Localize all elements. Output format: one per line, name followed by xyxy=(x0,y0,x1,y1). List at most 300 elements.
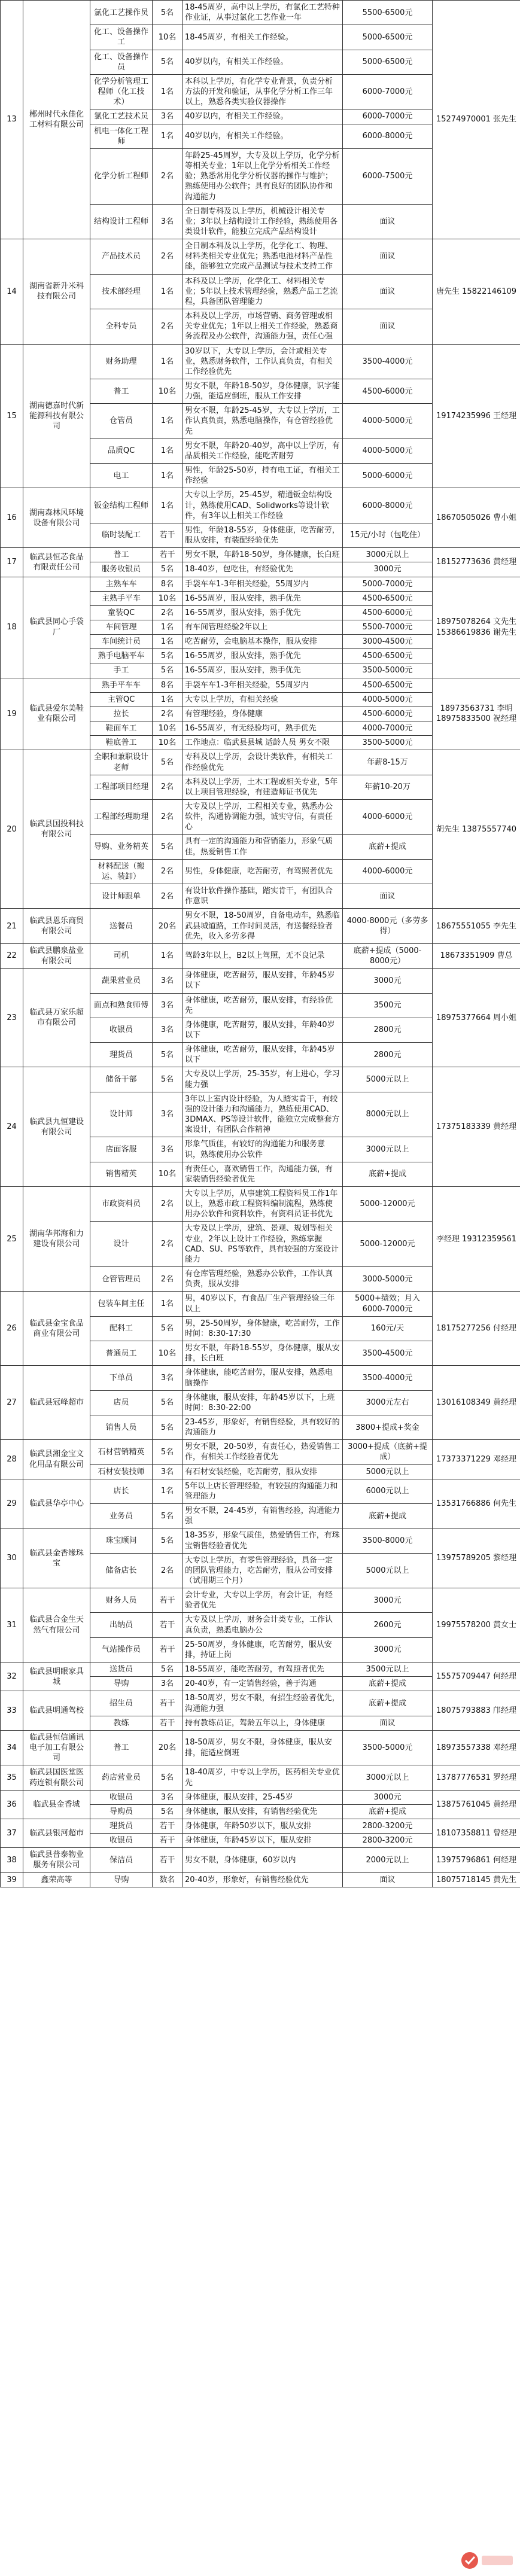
hire-count: 1名 xyxy=(153,124,183,148)
salary: 2800元 xyxy=(343,1018,433,1042)
table-row xyxy=(1,1187,520,1222)
contact-info: 18675551055 李先生 xyxy=(433,909,520,943)
hire-count: 8名 xyxy=(153,577,183,591)
job-position: 化工、设备操作员 xyxy=(90,50,153,74)
job-position: 化工、设备操作工 xyxy=(90,25,153,50)
hire-count: 5名 xyxy=(153,1504,183,1528)
job-requirement: 身体健康，年龄50岁以下，服从安排 xyxy=(183,1819,343,1833)
salary: 面议 xyxy=(343,274,433,309)
hire-count: 2名 xyxy=(153,1187,183,1222)
hire-count: 1名 xyxy=(153,439,183,463)
job-position: 配料工 xyxy=(90,1316,153,1341)
company-name: 临武县恒信通讯电子加工有限公司 xyxy=(23,1730,90,1765)
job-requirement: 身体健康，吃苦耐劳，服从安排，年龄40岁以下 xyxy=(183,1018,343,1042)
job-position: 导购 xyxy=(90,1677,153,1691)
table-row xyxy=(1,1790,520,1804)
row-number: 22 xyxy=(1,943,23,968)
job-position: 熟手平车车 xyxy=(90,678,153,692)
job-position: 工程部项目经理 xyxy=(90,775,153,799)
job-requirement: 有责任心，喜欢销售工作，沟通能力强，有家装销售经验者优先 xyxy=(183,1162,343,1186)
salary: 5000-12000元 xyxy=(343,1187,433,1222)
job-requirement: 有设计软件操作基础，踏实肯干，有团队合作意识 xyxy=(183,884,343,909)
contact-info: 13875761045 黄经理 xyxy=(433,1790,520,1819)
table-row xyxy=(1,1440,520,1464)
job-position: 仓管员 xyxy=(90,404,153,439)
job-requirement: 16-55周岁，服从安排，熟手优先 xyxy=(183,649,343,663)
job-position: 下单员 xyxy=(90,1366,153,1390)
job-position: 品质QC xyxy=(90,439,153,463)
job-position: 蔬果营业员 xyxy=(90,969,153,993)
contact-info: 13975796861 何经理 xyxy=(433,1848,520,1872)
job-position: 收银员 xyxy=(90,1018,153,1042)
company-name: 湖南德嘉时代新能源科技有限公司 xyxy=(23,344,90,488)
contact-info: 13975789205 黎经理 xyxy=(433,1528,520,1588)
hire-count: 10名 xyxy=(153,591,183,605)
job-requirement: 18-50周岁，男女不限，有招生经验者优先，沟通能力强 xyxy=(183,1691,343,1716)
row-number: 30 xyxy=(1,1528,23,1588)
row-number: 14 xyxy=(1,239,23,344)
job-requirement: 18-45周岁，有相关工作经验。 xyxy=(183,25,343,50)
job-position: 财务助理 xyxy=(90,344,153,379)
table-row xyxy=(1,344,520,379)
hire-count: 1名 xyxy=(153,344,183,379)
hire-count: 1名 xyxy=(153,464,183,488)
job-requirement: 有管理经验，身体健康 xyxy=(183,707,343,721)
salary: 3000+提成（底薪+提成） xyxy=(343,1440,433,1464)
salary: 2800-3200元 xyxy=(343,1834,433,1848)
company-name: 临武县国医堂医药连锁有限公司 xyxy=(23,1765,90,1790)
job-requirement: 男女不限，年龄25-45岁，大专以上学历，工作认真负责，熟悉电脑操作，有仓管经验优先 xyxy=(183,404,343,439)
hire-count: 5名 xyxy=(153,1415,183,1439)
table-row xyxy=(1,1730,520,1765)
watermark-logo xyxy=(459,2548,516,2572)
company-name: 临武县国投科技有限公司 xyxy=(23,750,90,909)
row-number: 28 xyxy=(1,1440,23,1479)
contact-info: 18975078264 文先生 15386619836 谢先生 xyxy=(433,577,520,678)
salary: 4000-7000元 xyxy=(343,721,433,736)
job-requirement: 身体健康，吃苦耐劳，服从安排，年龄45岁以下 xyxy=(183,969,343,993)
job-position: 导购员 xyxy=(90,1804,153,1819)
salary: 4500-6000元 xyxy=(343,605,433,620)
salary: 3000元 xyxy=(343,969,433,993)
salary: 3000元以上 xyxy=(343,1765,433,1790)
company-name: 临武县华亭中心 xyxy=(23,1479,90,1528)
row-number: 24 xyxy=(1,1067,23,1187)
job-requirement: 18-35岁，形象气质佳，热爱销售工作，有珠宝销售经验者优先 xyxy=(183,1528,343,1553)
company-name: 临武县恒芯食品有限责任公司 xyxy=(23,548,90,577)
contact-info: 李经理 19312359561 xyxy=(433,1187,520,1292)
company-name: 临武县合金生天然气有限公司 xyxy=(23,1588,90,1662)
job-requirement: 大专及以上学历，25-35岁，有上进心，学习能力强 xyxy=(183,1067,343,1092)
hire-count: 20名 xyxy=(153,909,183,943)
job-position: 出纳员 xyxy=(90,1613,153,1637)
salary: 底薪+提成 xyxy=(343,1162,433,1186)
salary: 2800元 xyxy=(343,1043,433,1067)
row-number: 19 xyxy=(1,678,23,750)
contact-info: 18673351909 曹总 xyxy=(433,943,520,968)
contact-info: 18670505026 曹小姐 xyxy=(433,488,520,548)
hire-count: 3名 xyxy=(153,1366,183,1390)
salary: 8000元以上 xyxy=(343,1092,433,1137)
hire-count: 3名 xyxy=(153,1677,183,1691)
hire-count: 5名 xyxy=(153,1804,183,1819)
job-requirement: 全日制专科及以上学历，机械设计相关专业；3年以上结构设计工作经验，熟练使用各类设计软件，能独立完成产品结构设计 xyxy=(183,204,343,239)
job-requirement: 16-55周岁，服从安排，熟手优先 xyxy=(183,591,343,605)
job-position: 石材营销精英 xyxy=(90,1440,153,1464)
row-number: 27 xyxy=(1,1366,23,1440)
job-requirement: 专科及以上学历，会设计类软件，有相关工作经验优先 xyxy=(183,750,343,775)
job-requirement: 25-50周岁，身体健康，吃苦耐劳，服从安排，持证上岗 xyxy=(183,1637,343,1662)
hire-count: 2名 xyxy=(153,148,183,204)
contact-info: 19975578200 黄女士 xyxy=(433,1588,520,1662)
salary: 4000-8000元（多劳多得） xyxy=(343,909,433,943)
salary: 6000-8000元 xyxy=(343,488,433,523)
salary: 6000元以上 xyxy=(343,1479,433,1503)
hire-count: 8名 xyxy=(153,678,183,692)
job-requirement: 本科及以上学历，化学化工、材料相关专业；5年以上技术管理经验，熟悉产品工艺流程，具备团队管理能力 xyxy=(183,274,343,309)
job-requirement: 身体健康，年龄45岁以下，服从安排 xyxy=(183,1834,343,1848)
job-requirement: 40岁以内，有相关工作经验。 xyxy=(183,109,343,124)
salary: 5000-6000元 xyxy=(343,464,433,488)
row-number: 35 xyxy=(1,1765,23,1790)
salary: 2600元 xyxy=(343,1613,433,1637)
salary: 3500元以上 xyxy=(343,1662,433,1677)
salary: 4000-5000元 xyxy=(343,692,433,707)
job-requirement: 大专以上学历，25-45岁，精通钣金结构设计，熟练使用CAD、Solidworks等设计软件，有3年以上相关工作经验 xyxy=(183,488,343,523)
job-requirement: 驾龄3年以上，B2以上驾照，无不良记录 xyxy=(183,943,343,968)
salary: 5000元以上 xyxy=(343,1067,433,1092)
job-position: 送餐员 xyxy=(90,909,153,943)
job-position: 市政资料员 xyxy=(90,1187,153,1222)
job-position: 拉长 xyxy=(90,707,153,721)
hire-count: 5名 xyxy=(153,50,183,74)
job-requirement: 全日制本科及以上学历，化学化工、物理、材料类相关专业优先；熟悉电池材料产品性能，能够独立完成产品测试与技术支持工作 xyxy=(183,239,343,274)
contact-info: 15274970001 张先生 xyxy=(433,1,520,239)
row-number: 18 xyxy=(1,577,23,678)
hire-count: 5名 xyxy=(153,663,183,678)
salary: 5500-6500元 xyxy=(343,1,433,25)
row-number: 38 xyxy=(1,1848,23,1872)
job-requirement: 身体健康，吃苦耐劳，服从安排，有经验优先 xyxy=(183,993,343,1018)
hire-count: 2名 xyxy=(153,605,183,620)
company-name: 湖南华邦海和力建设有限公司 xyxy=(23,1187,90,1292)
hire-count: 5名 xyxy=(153,1067,183,1092)
salary: 3500-4500元 xyxy=(343,1341,433,1366)
salary: 160元/天 xyxy=(343,1316,433,1341)
job-position: 储备店长 xyxy=(90,1553,153,1588)
row-number: 29 xyxy=(1,1479,23,1528)
salary: 3000-5000元 xyxy=(343,1267,433,1292)
company-name: 临武县明眼家具城 xyxy=(23,1662,90,1691)
job-position: 工程部经理助理 xyxy=(90,800,153,835)
job-position: 财务人员 xyxy=(90,1588,153,1613)
job-requirement: 男女不限，年龄18-55岁，身体健康，服从安排，长白班 xyxy=(183,1341,343,1366)
job-position: 普工 xyxy=(90,548,153,562)
hire-count: 若干 xyxy=(153,1637,183,1662)
job-requirement: 男女不限，18-50周岁，自备电动车，熟悉临武县城道路，工作时间灵活，有送餐经验者优先，收入多劳多得 xyxy=(183,909,343,943)
job-position: 销售人员 xyxy=(90,1415,153,1439)
job-requirement: 有仓库管理经验，熟悉办公软件，工作认真负责，服从安排 xyxy=(183,1267,343,1292)
job-position: 技术部经理 xyxy=(90,274,153,309)
job-requirement: 5年以上店长管理经验，有较强的沟通能力和管理能力 xyxy=(183,1479,343,1503)
job-position: 车间管理 xyxy=(90,620,153,634)
row-number: 17 xyxy=(1,548,23,577)
job-position: 店长 xyxy=(90,1479,153,1503)
hire-count: 3名 xyxy=(153,993,183,1018)
salary: 15元/小时（包吃住） xyxy=(343,523,433,547)
salary: 5500-7000元 xyxy=(343,620,433,634)
job-requirement: 具有一定的沟通能力和营销能力，形象气质佳，热爱销售工作 xyxy=(183,835,343,859)
job-requirement: 18-50周岁，男女不限，身体健康，服从安排，能适应倒班 xyxy=(183,1730,343,1765)
table-row xyxy=(1,1662,520,1677)
salary: 底薪+提成 xyxy=(343,1504,433,1528)
job-position: 结构设计工程师 xyxy=(90,204,153,239)
row-number: 26 xyxy=(1,1292,23,1366)
job-position: 招生员 xyxy=(90,1691,153,1716)
table-row xyxy=(1,1588,520,1613)
job-requirement: 本科及以上学历，土木工程或相关专业，5年以上项目管理经验，有建造师证书优先 xyxy=(183,775,343,799)
salary: 3800+提成+奖金 xyxy=(343,1415,433,1439)
salary: 2800-3200元 xyxy=(343,1819,433,1833)
company-name: 临武县同心手袋厂 xyxy=(23,577,90,678)
job-requirement: 手袋车车1-3年相关经验，55周岁内 xyxy=(183,577,343,591)
hire-count: 10名 xyxy=(153,736,183,750)
job-requirement: 男女不限，24-45岁，有销售经验，沟通能力强 xyxy=(183,1504,343,1528)
hire-count: 2名 xyxy=(153,1553,183,1588)
job-requirement: 男女不限，年龄18-50岁，身体健康，长白班 xyxy=(183,548,343,562)
job-position: 销售精英 xyxy=(90,1162,153,1186)
contact-info: 17375183339 黄经理 xyxy=(433,1067,520,1187)
table-row xyxy=(1,1366,520,1390)
salary: 3500-5000元 xyxy=(343,663,433,678)
job-position: 设计师 xyxy=(90,1092,153,1137)
hire-count: 5名 xyxy=(153,1440,183,1464)
row-number: 34 xyxy=(1,1730,23,1765)
row-number: 15 xyxy=(1,344,23,488)
salary: 3500-5000元 xyxy=(343,736,433,750)
salary: 3500-5000元 xyxy=(343,1730,433,1765)
table-row xyxy=(1,1848,520,1872)
table-row xyxy=(1,577,520,591)
row-number: 25 xyxy=(1,1187,23,1292)
hire-count: 5名 xyxy=(153,1,183,25)
salary: 5000-12000元 xyxy=(343,1222,433,1267)
job-position: 全科专员 xyxy=(90,309,153,344)
hire-count: 3名 xyxy=(153,1018,183,1042)
job-position: 药店营业员 xyxy=(90,1765,153,1790)
job-requirement: 形象气质佳，有较好的沟通能力和服务意识，熟练使用办公软件 xyxy=(183,1137,343,1162)
hire-count: 2名 xyxy=(153,239,183,274)
contact-info: 18075718145 黄先生 xyxy=(433,1872,520,1887)
contact-info: 18975377664 周小姐 xyxy=(433,969,520,1067)
job-requirement: 男性，身体健康，吃苦耐劳，有驾照者优先 xyxy=(183,859,343,884)
hire-count: 10名 xyxy=(153,379,183,404)
contact-info: 胡先生 13875557740 xyxy=(433,750,520,909)
hire-count: 1名 xyxy=(153,488,183,523)
company-name: 临武县万家乐超市有限公司 xyxy=(23,969,90,1067)
hire-count: 3名 xyxy=(153,1092,183,1137)
company-name: 临武县鹏泉盐业有限公司 xyxy=(23,943,90,968)
job-position: 主熟车车 xyxy=(90,577,153,591)
table-row xyxy=(1,1292,520,1316)
job-requirement: 男女不限，20-50岁，有责任心，热爱销售工作，有相关工作经验者优先 xyxy=(183,1440,343,1464)
job-requirement: 16-55周岁，有无经验均可，熟手优先 xyxy=(183,721,343,736)
job-position: 业务员 xyxy=(90,1504,153,1528)
table-row xyxy=(1,488,520,523)
hire-count: 若干 xyxy=(153,523,183,547)
hire-count: 3名 xyxy=(153,969,183,993)
job-requirement: 20-40岁，形象好，有销售经验优先 xyxy=(183,1872,343,1887)
hire-count: 3名 xyxy=(153,204,183,239)
hire-count: 1名 xyxy=(153,943,183,968)
job-requirement: 男女不限，年龄20-40岁，高中以上学历，有品质相关工作经验，能吃苦耐劳 xyxy=(183,439,343,463)
table-row xyxy=(1,1872,520,1887)
job-position: 设计 xyxy=(90,1222,153,1267)
salary: 面议 xyxy=(343,1716,433,1730)
salary: 4500-6500元 xyxy=(343,649,433,663)
contact-info: 19174235996 王经理 xyxy=(433,344,520,488)
company-name: 临武县恩乐商贸有限公司 xyxy=(23,909,90,943)
job-position: 珠宝顾问 xyxy=(90,1528,153,1553)
hire-count: 10名 xyxy=(153,1162,183,1186)
hire-count: 2名 xyxy=(153,309,183,344)
job-requirement: 手袋车车1-3年相关经验，55周岁内 xyxy=(183,678,343,692)
table-row xyxy=(1,909,520,943)
job-position: 机电一体化工程师 xyxy=(90,124,153,148)
contact-info: 13016108349 黄经理 xyxy=(433,1366,520,1440)
salary: 4500-6500元 xyxy=(343,678,433,692)
job-position: 化学分析管理工程师（化工技术） xyxy=(90,74,153,109)
job-position: 店面客服 xyxy=(90,1137,153,1162)
salary: 3500元 xyxy=(343,993,433,1018)
job-requirement: 3年以上室内设计经验，为人踏实肯干，有较强的设计能力和沟通能力，熟练使用CAD、3DMAX、PS等设计软件，能独立完成整套方案设计，有团队合作精神 xyxy=(183,1092,343,1137)
company-name: 郴州时代永佳化工材料有限公司 xyxy=(23,1,90,239)
hire-count: 2名 xyxy=(153,884,183,909)
table-row xyxy=(1,1765,520,1790)
row-number: 16 xyxy=(1,488,23,548)
hire-count: 5名 xyxy=(153,1316,183,1341)
hire-count: 5名 xyxy=(153,1765,183,1790)
job-position: 主管QC xyxy=(90,692,153,707)
salary: 6000-7000元 xyxy=(343,109,433,124)
salary: 底薪+提成 xyxy=(343,1691,433,1716)
salary: 3000元 xyxy=(343,1637,433,1662)
job-position: 钣金结构工程师 xyxy=(90,488,153,523)
job-table-body xyxy=(1,1,520,1887)
table-row xyxy=(1,943,520,968)
salary: 3000元以上 xyxy=(343,548,433,562)
hire-count: 2名 xyxy=(153,707,183,721)
salary: 5000-6500元 xyxy=(343,25,433,50)
hire-count: 2名 xyxy=(153,1222,183,1267)
contact-info: 17373371229 邓经理 xyxy=(433,1440,520,1479)
job-position: 导购 xyxy=(90,1872,153,1887)
salary: 3500-8000元 xyxy=(343,1528,433,1553)
job-requirement: 18-45周岁，高中以上学历，有氯化工艺特种作业证，从事过氯化工艺作业一年 xyxy=(183,1,343,25)
job-position: 服务收银员 xyxy=(90,562,153,577)
salary: 4000-5000元 xyxy=(343,404,433,439)
table-row xyxy=(1,1819,520,1833)
job-position: 临时装配工 xyxy=(90,523,153,547)
job-requirement: 18-40周岁，中专以上学历，医药相关专业优先 xyxy=(183,1765,343,1790)
salary: 底薪+提成 xyxy=(343,1804,433,1819)
salary: 4000-6000元 xyxy=(343,800,433,835)
salary: 5000-6500元 xyxy=(343,50,433,74)
job-position: 教练 xyxy=(90,1716,153,1730)
contact-info: 18973563731 李明 18975833500 祝经理 xyxy=(433,678,520,750)
salary: 底薪+提成 xyxy=(343,835,433,859)
job-requirement: 男女不限，年龄18-50岁，身体健康，识字能力强，能适应倒班，服从工作安排 xyxy=(183,379,343,404)
hire-count: 1名 xyxy=(153,274,183,309)
salary: 4500-6500元 xyxy=(343,591,433,605)
job-requirement: 30岁以下，大专以上学历，会计或相关专业，熟悉财务软件，工作认真负责，有相关工作经验优先 xyxy=(183,344,343,379)
job-requirement: 男，40岁以下，有食品厂生产管理经验三年以上 xyxy=(183,1292,343,1316)
row-number: 21 xyxy=(1,909,23,943)
job-position: 导购、业务精英 xyxy=(90,835,153,859)
job-requirement: 20-40岁，有一定销售经验，善于沟通 xyxy=(183,1677,343,1691)
company-name: 临武县湘金宝文化用品有限公司 xyxy=(23,1440,90,1479)
job-position: 面点和熟食师傅 xyxy=(90,993,153,1018)
job-position: 包装车间主任 xyxy=(90,1292,153,1316)
row-number: 20 xyxy=(1,750,23,909)
contact-info: 18175277256 付经理 xyxy=(433,1292,520,1366)
salary: 面议 xyxy=(343,1872,433,1887)
job-position: 车间统计员 xyxy=(90,635,153,649)
job-position: 司机 xyxy=(90,943,153,968)
salary: 4500-6000元 xyxy=(343,707,433,721)
hire-count: 1名 xyxy=(153,1479,183,1503)
salary: 面议 xyxy=(343,309,433,344)
salary: 3500-4000元 xyxy=(343,344,433,379)
hire-count: 5名 xyxy=(153,649,183,663)
job-position: 普工 xyxy=(90,379,153,404)
job-position: 送货员 xyxy=(90,1662,153,1677)
job-position: 收银员 xyxy=(90,1790,153,1804)
job-requirement: 会计专业，大专以上学历，有会计证，有经验者优先 xyxy=(183,1588,343,1613)
job-position: 理货员 xyxy=(90,1819,153,1833)
contact-info: 18075793883 邝经理 xyxy=(433,1691,520,1730)
salary: 5000-7000元 xyxy=(343,577,433,591)
job-requirement: 工作地点：临武县县城 适龄人员 男女不限 xyxy=(183,736,343,750)
hire-count: 5名 xyxy=(153,1662,183,1677)
job-requirement: 身体健康，服从安排，年龄45岁以下，上班时间：8:30-22:00 xyxy=(183,1390,343,1415)
hire-count: 1名 xyxy=(153,1292,183,1316)
job-requirement: 18-55周岁，能吃苦耐劳，有驾照者优先 xyxy=(183,1662,343,1677)
hire-count: 若干 xyxy=(153,1819,183,1833)
salary: 3000元左右 xyxy=(343,1390,433,1415)
salary: 3000元 xyxy=(343,1790,433,1804)
hire-count: 1名 xyxy=(153,692,183,707)
salary: 面议 xyxy=(343,204,433,239)
job-position: 普通员工 xyxy=(90,1341,153,1366)
job-requirement: 23-45岁，形象好，有销售经验，具有较好的沟通能力 xyxy=(183,1415,343,1439)
hire-count: 若干 xyxy=(153,1834,183,1848)
job-position: 店员 xyxy=(90,1390,153,1415)
job-requirement: 大专以上学历，有零售管理经验，具备一定的团队管理能力，吃苦耐劳，服从公司安排（试用期三个月） xyxy=(183,1553,343,1588)
hire-count: 2名 xyxy=(153,1267,183,1292)
row-number: 33 xyxy=(1,1691,23,1730)
job-requirement: 本科及以上学历，市场营销、商务管理或相关专业优先；1年以上相关工作经验，熟悉商务流程及办公软件，沟通能力强，责任心强 xyxy=(183,309,343,344)
hire-count: 5名 xyxy=(153,750,183,775)
contact-info: 13787776531 罗经理 xyxy=(433,1765,520,1790)
job-requirement: 男女不限，身体健康，60岁以内 xyxy=(183,1848,343,1872)
salary: 年薪8-15万 xyxy=(343,750,433,775)
job-requirement: 身体健康，能吃苦耐劳，服从安排，熟悉电脑操作 xyxy=(183,1366,343,1390)
hire-count: 5名 xyxy=(153,835,183,859)
salary: 5000+绩效；月入6000-7000元 xyxy=(343,1292,433,1316)
hire-count: 5名 xyxy=(153,562,183,577)
job-position: 全职和兼职设计老师 xyxy=(90,750,153,775)
